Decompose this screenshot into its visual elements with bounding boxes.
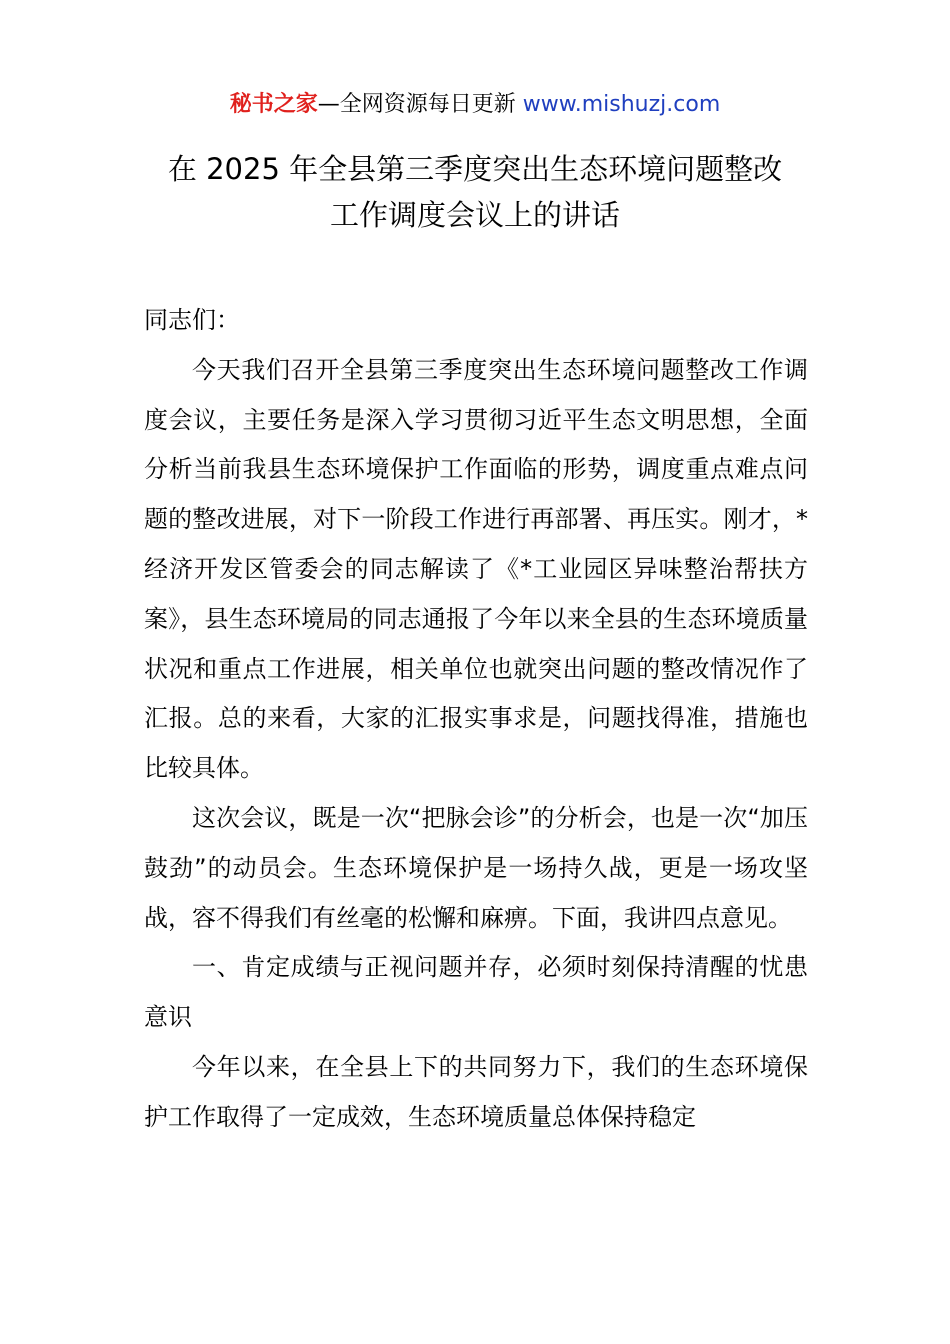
header-tagline: —全网资源每日更新 [317, 92, 523, 117]
salutation: 同志们： [144, 306, 240, 334]
document-title [100, 146, 850, 238]
document-body [144, 296, 808, 1143]
site-header [0, 88, 950, 122]
title-line-1: 在 2025 年全县第三季度突出生态环境问题整改 [167, 152, 783, 186]
paragraph-achievements: 今年以来，在全县上下的共同努力下，我们的生态环境保护工作取得了一定成效，生态环境质量总体保持稳定 [144, 1052, 808, 1131]
section-heading-1: 一、肯定成绩与正视问题并存，必须时刻保持清醒的忧患意识 [144, 953, 808, 1032]
paragraph-intro: 今天我们召开全县第三季度突出生态环境问题整改工作调度会议，主要任务是深入学习贯彻习近平生态文明思想，全面分析当前我县生态环境保护工作面临的形势，调度重点难点问题的整改进展，对下一阶段工作进行再部署、再压实。刚才，*经济开发区管委会的同志解读了《*工业园区异味整治帮扶方案》，县生态环境局的同志通报了今年以来全县的生态环境质量状况和重点工作进展，相关单位也就突出问题的整改情况作了汇报。总的来看，大家的汇报实事求是，问题找得准，措施也比较具体。 [144, 355, 808, 783]
title-line-2: 工作调度会议上的讲话 [329, 198, 620, 232]
paragraph-meeting-purpose: 这次会议，既是一次“把脉会诊”的分析会，也是一次“加压鼓劲”的动员会。生态环境保护是一场持久战，更是一场攻坚战，容不得我们有丝毫的松懈和麻痹。下面，我讲四点意见。 [144, 803, 808, 932]
brand-name: 秘书之家 [229, 92, 318, 117]
site-url-link[interactable]: www.mishuzj.com [522, 92, 721, 117]
